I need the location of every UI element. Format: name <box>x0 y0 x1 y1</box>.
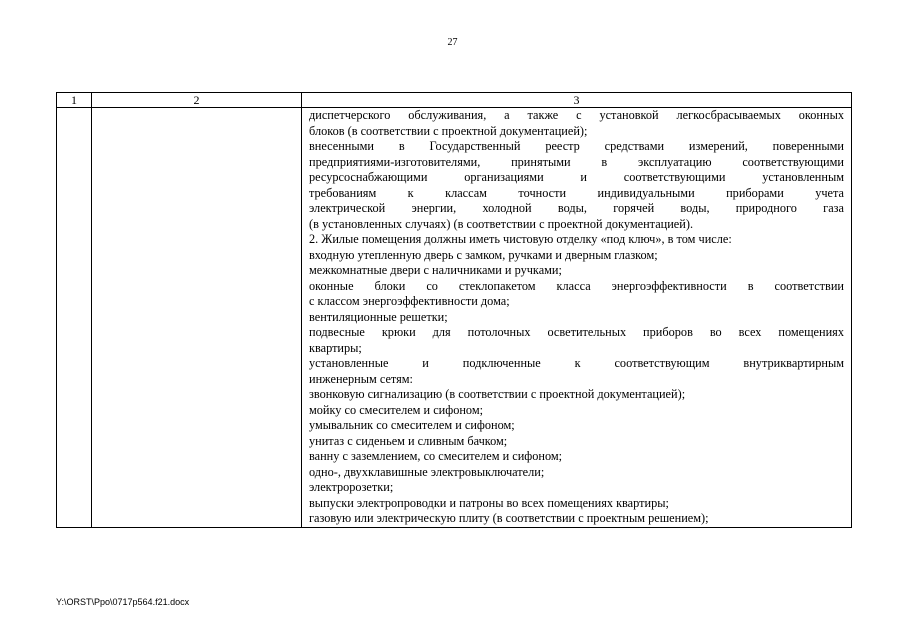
text-line: (в установленных случаях) (в соответствии с проектной документацией). <box>309 216 694 231</box>
table-header-row <box>57 93 852 108</box>
text-line: унитаз с сиденьем и сливным бачком; <box>309 433 508 448</box>
text-line: внесенными в Государственный реестр средствами измерений, поверенными <box>309 139 844 153</box>
text-line: входную утепленную дверь с замком, ручками и дверным глазком; <box>309 247 658 262</box>
text-line: звонковую сигнализацию (в соответствии с проектной документацией); <box>309 387 686 401</box>
text-line: блоков (в соответствии с проектной документацией); <box>309 123 588 138</box>
text-line: ванну с заземлением, со смесителем и сифоном; <box>309 449 563 463</box>
text-line: с классом энергоэффективности дома; <box>309 294 510 308</box>
text-line: ресурсоснабжающими организациями и соответствующими установленным <box>309 170 844 184</box>
text-line: оконные блоки со стеклопакетом класса энергоэффективности в соответствии <box>309 278 844 293</box>
text-line: предприятиями-изготовителями, принятыми в эксплуатацию соответствующими <box>309 154 844 169</box>
text-line: электророзетки; <box>309 480 394 494</box>
table-cell-col2 <box>92 108 302 528</box>
text-line: установленные и подключенные к соответствующим внутриквартирным <box>309 356 844 370</box>
footer-file-path: Y:\ORST\Ppo\0717p564.f21.docx <box>56 597 190 607</box>
text-line: подвесные крюки для потолочных осветительных приборов во всех помещениях <box>309 325 844 339</box>
text-line: требованиям к классам точности индивидуальными приборами учета <box>309 185 844 200</box>
text-line: выпуски электропроводки и патроны во всех помещениях квартиры; <box>309 495 669 510</box>
text-line: газовую или электрическую плиту (в соответствии с проектным решением); <box>309 511 709 525</box>
column-header-2: 2 <box>92 93 302 108</box>
table-cell-col3 <box>302 108 852 528</box>
text-line: вентиляционные решетки; <box>309 309 448 324</box>
text-line: диспетчерского обслуживания, а также с установкой легкосбрасываемых оконных <box>309 108 844 122</box>
text-line: 2. Жилые помещения должны иметь чистовую отделку «под ключ», в том числе: <box>309 232 732 246</box>
content-table <box>56 92 852 528</box>
table-cell-col1 <box>57 108 92 528</box>
text-line: электрической энергии, холодной воды, горячей воды, природного газа <box>309 201 844 215</box>
text-line: мойку со смесителем и сифоном; <box>309 402 484 417</box>
text-lines <box>309 108 844 527</box>
column-header-1: 1 <box>57 93 92 108</box>
text-line: инженерным сетям: <box>309 371 413 386</box>
column-header-3: 3 <box>302 93 852 108</box>
table-row <box>57 108 852 528</box>
text-line: одно-, двухклавишные электровыключатели; <box>309 464 545 479</box>
text-line: умывальник со смесителем и сифоном; <box>309 418 515 432</box>
text-line: межкомнатные двери с наличниками и ручками; <box>309 263 562 277</box>
page-number: 27 <box>447 37 458 48</box>
text-line: квартиры; <box>309 340 362 355</box>
